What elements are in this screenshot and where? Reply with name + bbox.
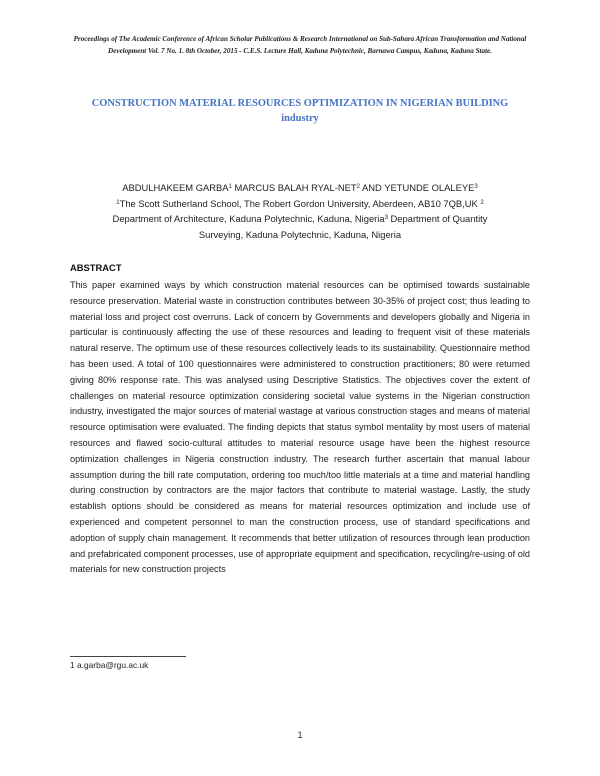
- affiliation-2: [60, 211, 540, 227]
- author-1-superscript: 1: [228, 184, 232, 190]
- affiliation-1-superscript: 1: [116, 199, 120, 206]
- affiliation-3: [60, 227, 540, 243]
- author-3-superscript: 3: [474, 184, 478, 190]
- affiliation-1: [60, 196, 540, 212]
- proceedings-header: Proceedings of The Academic Conference of African Scholar Publications & Research International on Sub-Sahara African Transformation and National Development Vol. 7 No. 1. 8th October, 2015 - C.E.S. Lecture Hall, Kaduna Polytechnic, Barnawa Campus, Kaduna, Kaduna State.: [73, 35, 527, 55]
- author-2-superscript: 2: [356, 184, 360, 190]
- author-3: AND YETUNDE OLALEYE: [359, 182, 475, 193]
- affiliation-3-superscript: 3: [384, 215, 388, 221]
- author-2: MARCUS BALAH RYAL-NET: [231, 182, 357, 193]
- footnote-divider: [70, 656, 186, 657]
- affiliation-1-text: The Scott Sutherland School, The Robert Gordon University, Aberdeen, AB10 7QB,UK: [119, 197, 478, 209]
- paper-title-line2: industry: [281, 113, 319, 124]
- affiliation-2-superscript: 2: [480, 199, 484, 206]
- affiliation-2-text: Department of Architecture, Kaduna Polytechnic, Kaduna, Nigeria: [112, 213, 385, 224]
- abstract-body: This paper examined ways by which construction material resources can be optimised towards sustainable resource preservation. Material waste in construction contributes between 30-35% of project cost; thus leading to material loss and project cost overruns. Lack of concern by Governments and developers globally and Nigeria in particular is continuously affecting the use of these resources and leading to frequent visit of these materials natural reserve. The optimum use of these resources collectively leads to its sustainability. Questionnaire method has been used. A total of 100 questionnaires were administered to construction practitioners; 80 were returned giving 80% response rate. This was analysed using Descriptive Statistics. The objectives cover the extent of challenges on material resource optimization considering societal value systems in the Nigerian construction industry, investigated the major sources of material wastage at various construction stages and means of material resource optimisation were evaluated. The finding depicts that status symbol mentality by most users of material resources and flawed socio-cultural attitudes to material resource usage have been the highest resource optimization challenges in Nigeria construction industry. The research further ascertain that manual labour assumption during the bill rate computation, ordering too much/too little materials at a time and material handling during construction by contractors are the major factors that contribute to material wastage. Lastly, the study establish options should be considered as means for material resources optimization and include use of experienced and competent personnel to man the construction process, use of standard specifications and adoption of supply chain management. It recommends that better utilization of resources through lean production and prefabricated component processes, use of appropriate equipment and specification, recycling/re-using of old materials for new construction projects: [70, 280, 530, 575]
- affiliation-3-text-part1: Department of Quantity: [387, 213, 488, 224]
- abstract-heading: ABSTRACT: [70, 262, 122, 273]
- footnote: 1 a.garba@rgu.ac.uk: [70, 660, 149, 670]
- paper-title-line1: CONSTRUCTION MATERIAL RESOURCES OPTIMIZATION IN NIGERIAN BUILDING: [91, 98, 509, 109]
- page-number: 1: [297, 730, 303, 740]
- paper-title: [70, 96, 530, 126]
- author-names: [60, 180, 540, 196]
- author-block: [60, 180, 540, 242]
- author-1: ABDULHAKEEM GARBA: [122, 182, 229, 193]
- affiliation-3-text-part2: Surveying, Kaduna Polytechnic, Kaduna, Nigeria: [198, 228, 402, 240]
